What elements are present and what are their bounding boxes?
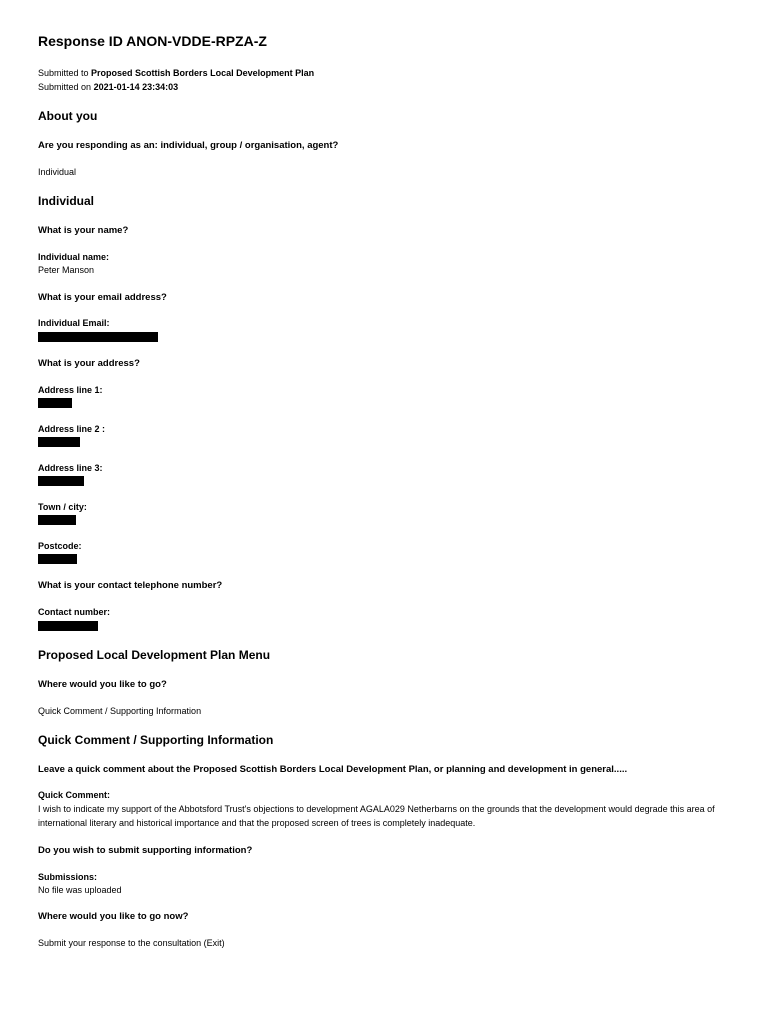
phone-question: What is your contact telephone number? [38, 580, 223, 591]
address-question: What is your address? [38, 358, 140, 369]
postcode-redaction [38, 554, 77, 564]
page-title: Response ID ANON-VDDE-RPZA-Z [38, 33, 267, 49]
email-label: Individual Email: [38, 318, 110, 328]
submitted-to [38, 68, 314, 78]
name-label: Individual name: [38, 252, 110, 262]
submitted-on-value: 2021-01-14 23:34:03 [93, 82, 179, 92]
address3-redaction [38, 476, 84, 486]
quick-comment-text: I wish to indicate my support of the Abbotsford Trust's objections to development AGALA029 Netherbarns on the grounds that the development would degrade this area of international literary and historical importance and that the proposed screen of trees is completely inadequate. [38, 804, 715, 828]
address1-redaction [38, 398, 72, 408]
respondent-type-question: Are you responding as an: individual, group / organisation, agent? [38, 140, 339, 151]
quick-comment-question: Leave a quick comment about the Proposed Scottish Borders Local Development Plan, or planning and development in general..... [38, 764, 628, 775]
quick-comment-label: Quick Comment: [38, 790, 111, 800]
town-redaction [38, 515, 76, 525]
name-value: Peter Manson [38, 265, 95, 275]
submitted-to-value: Proposed Scottish Borders Local Development Plan [91, 68, 315, 78]
submissions-label: Submissions: [38, 872, 98, 882]
phone-redaction [38, 621, 98, 631]
submitted-on-label: Submitted on [38, 82, 92, 92]
respondent-type-answer: Individual [38, 167, 77, 177]
address2-label: Address line 2 : [38, 424, 106, 434]
town-label: Town / city: [38, 502, 87, 512]
about-heading: About you [38, 109, 98, 123]
submitted-to-label: Submitted to [38, 68, 89, 78]
next-step-answer: Submit your response to the consultation (Exit) [38, 938, 225, 948]
address1-label: Address line 1: [38, 385, 103, 395]
menu-question: Where would you like to go? [38, 679, 167, 690]
email-question: What is your email address? [38, 292, 167, 303]
postcode-label: Postcode: [38, 541, 82, 551]
next-step-question: Where would you like to go now? [38, 911, 189, 922]
phone-label: Contact number: [38, 607, 110, 617]
address3-label: Address line 3: [38, 463, 103, 473]
menu-heading: Proposed Local Development Plan Menu [38, 648, 271, 662]
email-redaction [38, 332, 158, 342]
address2-redaction [38, 437, 80, 447]
name-question: What is your name? [38, 225, 129, 236]
menu-answer: Quick Comment / Supporting Information [38, 706, 202, 716]
submissions-value: No file was uploaded [38, 885, 122, 895]
individual-heading: Individual [38, 194, 95, 208]
supporting-info-question: Do you wish to submit supporting information? [38, 845, 253, 856]
quick-comment-heading: Quick Comment / Supporting Information [38, 733, 274, 747]
submitted-on [38, 82, 178, 92]
